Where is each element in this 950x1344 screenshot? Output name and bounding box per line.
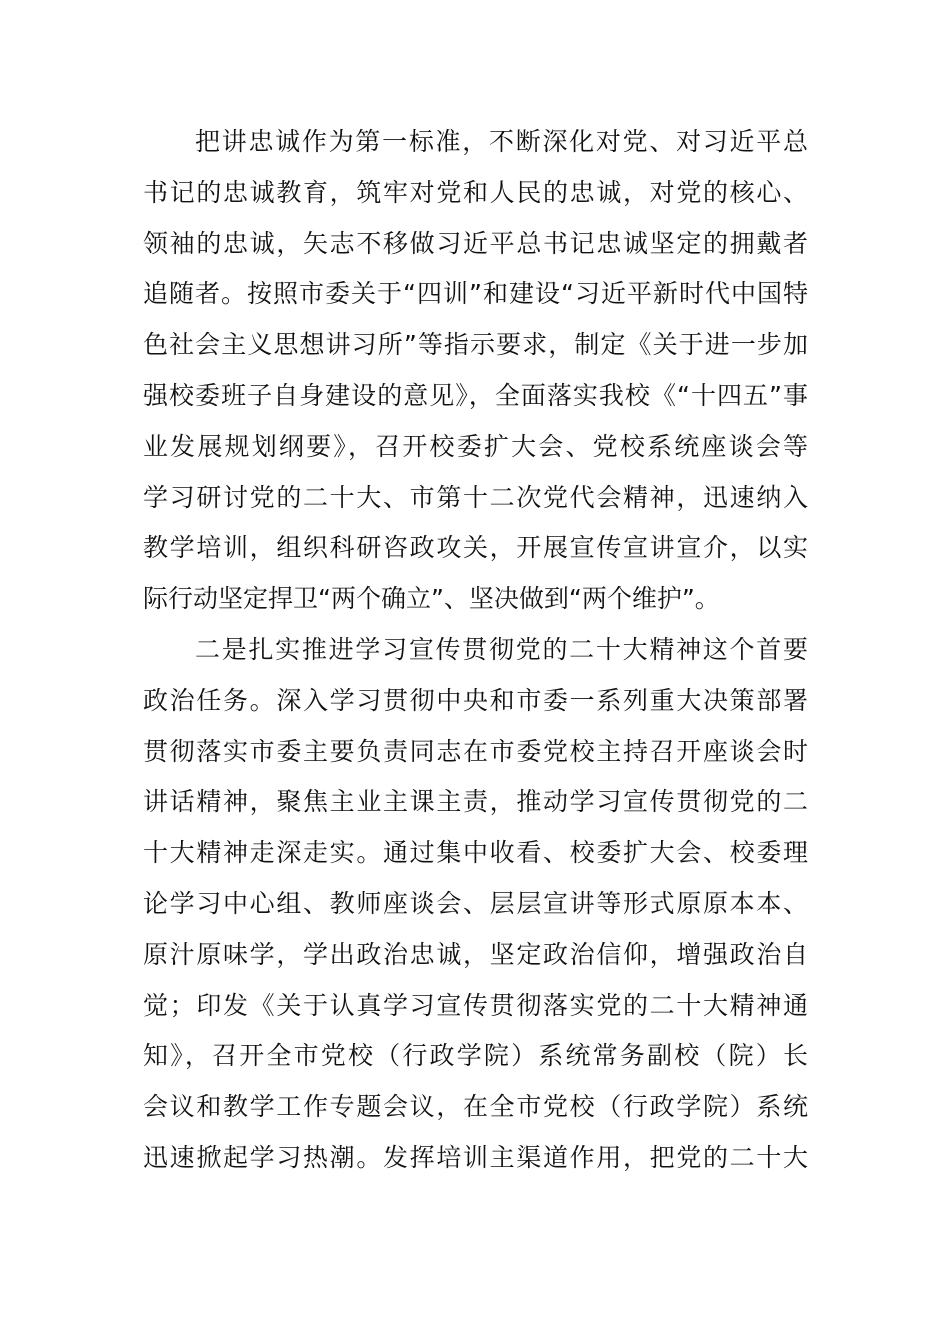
paragraph-1-line-6: 强校委班子自身建设的意见》，全面落实我校《“十四五”事	[143, 380, 808, 410]
paragraph-1-line-5: 色社会主义思想讲习所”等指示要求，制定《关于进一步加	[143, 330, 808, 360]
paragraph-2-line-1: 二是扎实推进学习宣传贯彻党的二十大精神这个首要	[195, 634, 808, 664]
paragraph-1-line-4: 追随者。按照市委关于“四训”和建设“习近平新时代中国特	[143, 279, 808, 309]
paragraph-2-line-2: 政治任务。深入学习贯彻中央和市委一系列重大决策部署	[143, 685, 808, 715]
paragraph-1-line-10: 际行动坚定捍卫“两个确立”、坚决做到“两个维护”。	[143, 584, 720, 614]
paragraph-2-line-5: 十大精神走深走实。通过集中收看、校委扩大会、校委理	[143, 838, 808, 868]
paragraph-2-line-9: 知》，召开全市党校（行政学院）系统常务副校（院）长	[143, 1041, 808, 1071]
paragraph-1-line-9: 教学培训，组织科研咨政攻关，开展宣传宣讲宣介，以实	[143, 533, 808, 563]
paragraph-1-line-8: 学习研讨党的二十大、市第十二次党代会精神，迅速纳入	[143, 482, 808, 512]
paragraph-2-line-11: 迅速掀起学习热潮。发挥培训主渠道作用，把党的二十大	[143, 1142, 808, 1172]
paragraph-1-line-2: 书记的忠诚教育，筑牢对党和人民的忠诚，对党的核心、	[143, 177, 808, 207]
paragraph-1-line-1: 把讲忠诚作为第一标准，不断深化对党、对习近平总	[195, 127, 808, 156]
paragraph-2-line-6: 论学习中心组、教师座谈会、层层宣讲等形式原原本本、	[143, 888, 808, 918]
paragraph-2-line-7: 原汁原味学，学出政治忠诚，坚定政治信仰，增强政治自	[143, 939, 808, 969]
paragraph-1-line-7: 业发展规划纲要》，召开校委扩大会、党校系统座谈会等	[143, 431, 808, 461]
body-text	[143, 117, 808, 1184]
paragraph-2-line-8: 觉；印发《关于认真学习宣传贯彻落实党的二十大精神通	[143, 990, 808, 1020]
paragraph-1-line-3: 领袖的忠诚，矢志不移做习近平总书记忠诚坚定的拥戴者	[143, 228, 808, 258]
paragraph-2-line-3: 贯彻落实市委主要负责同志在市委党校主持召开座谈会时	[143, 736, 808, 766]
paragraph-2-line-10: 会议和教学工作专题会议，在全市党校（行政学院）系统	[143, 1092, 808, 1122]
paragraph-2-line-4: 讲话精神，聚焦主业主课主责，推动学习宣传贯彻党的二	[143, 787, 808, 817]
